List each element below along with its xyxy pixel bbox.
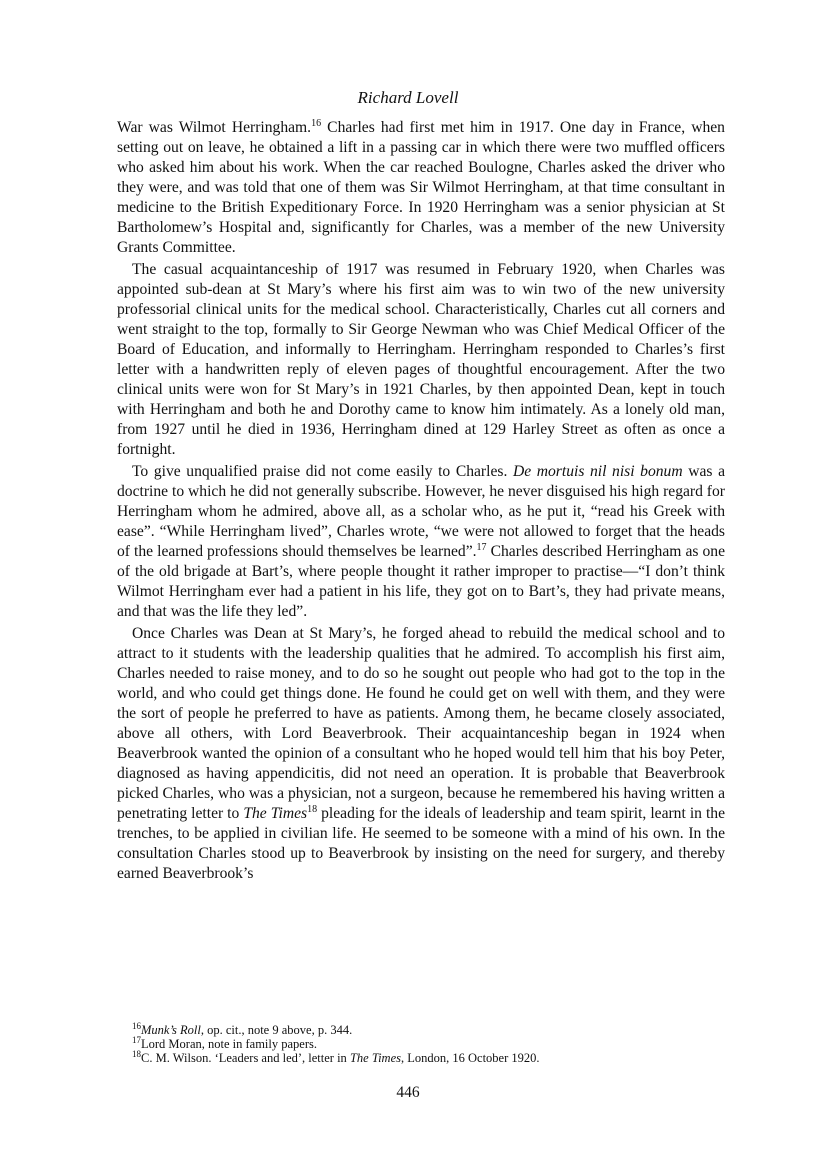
footnote-marker: 17: [476, 541, 487, 553]
italic-text: De mortuis nil nisi bonum: [512, 463, 683, 480]
text-run: To give unqualified praise did not come easily to Charles.: [132, 463, 513, 480]
text-run: pleading for the ideals of leadership and team spirit, learnt in the trenches, to be applied in civilian life. He seemed to be someone with a mind of his own. In the consultation Charles stood up to Beaverbrook by insisting on the need for surgery, and thereby earned Beaverbrook’s: [117, 805, 726, 882]
text-run: The casual acquaintanceship of 1917 was resumed in February 1920, when Charles was appointed sub-dean at St Mary’s where his first aim was to win two of the new university professorial clinical units for the medical school. Characteristically, Charles cut all corners and went straight to the top, formally to Sir George Newman who was Chief Medical Officer of the Board of Education, and informally to Herringham. Herringham responded to Charles’s first letter with a handwritten reply of eleven pages of thoughtful encouragement. After the two clinical units were won for St Mary’s in 1921 Charles, by then appointed Dean, kept in touch with Herringham and both he and Dorothy came to know him intimately. As a lonely old man, from 1927 until he died in 1936, Herringham dined at 129 Harley Street as often as once a fortnight.: [117, 261, 725, 458]
text-run: Once Charles was Dean at St Mary’s, he forged ahead to rebuild the medical school and to attract to it students with the leadership qualities that he admired. To accomplish his first aim, Charles needed to raise money, and to do so he sought out people who had got to the top in the world, and who could get things done. He found he could get on well with them, and they were the sort of people he preferred to have as patients. Among them, he became closely associated, above all others, with Lord Beaverbrook. Their acquaintanceship began in 1924 when Beaverbrook wanted the opinion of a consultant who he hoped would tell him that his boy Peter, diagnosed as having appendicitis, did not need an operation. It is probable that Beaverbrook picked Charles, who was a physician, not a surgeon, because he remembered his having written a penetrating letter to: [117, 625, 725, 822]
footnote-marker: 16: [132, 1020, 141, 1031]
text-run: War was Wilmot Herringham.: [117, 119, 312, 136]
italic-text: Munk’s Roll: [141, 1023, 201, 1037]
paragraph: [117, 462, 725, 622]
text-run: was a doctrine to which he did not generally subscribe. However, he never disguised his high regard for Herringham whom he admired, above all, as a scholar who, as he put it, “read his Greek with ease”. “While Herringham lived”, Charles wrote, “we were not allowed to forget that the heads of the learned professions should themselves be learned”.: [117, 463, 725, 560]
footnote-marker: 18: [132, 1048, 141, 1059]
footnote: [132, 1048, 732, 1065]
paragraph: [117, 624, 725, 884]
text-run: , op. cit., note 9 above, p. 344.: [200, 1023, 353, 1037]
text-run: Charles had first met him in 1917. One day in France, when setting out on leave, he obtained a lift in a passing car in which there were two muffled officers who asked him about his work. When the car reached Boulogne, Charles asked the driver who they were, and was told that one of them was Sir Wilmot Herringham, at that time consultant in medicine to the British Expeditionary Force. In 1920 Herringham was a senior physician at St Bartholomew’s Hospital and, significantly for Charles, was a member of the new University Grants Committee.: [117, 119, 725, 256]
running-head: Richard Lovell: [357, 88, 459, 107]
footnote: [132, 1034, 732, 1051]
footnote-marker: 16: [311, 117, 322, 129]
italic-text: The Times: [243, 805, 308, 822]
footnote-marker: 18: [307, 803, 318, 815]
footnotes: [132, 1020, 732, 1065]
footnote: [132, 1020, 732, 1037]
footnote-marker: 17: [132, 1034, 141, 1045]
page-number: 446: [396, 1084, 420, 1101]
italic-text: The Times: [349, 1051, 401, 1065]
text-run: , London, 16 October 1920.: [401, 1051, 540, 1065]
text-run: Charles described Herringham as one of the old brigade at Bart’s, where people thought it rather improper to practise—“I don’t think Wilmot Herringham ever had a patient in his life, they got on to Bart’s, they had private means, and that was the life they led”.: [117, 543, 725, 620]
paragraph: [117, 118, 725, 258]
text-run: Lord Moran, note in family papers.: [141, 1037, 317, 1051]
paragraph: [117, 260, 725, 460]
text-run: C. M. Wilson. ‘Leaders and led’, letter in: [141, 1051, 350, 1065]
body-text: [117, 118, 725, 886]
